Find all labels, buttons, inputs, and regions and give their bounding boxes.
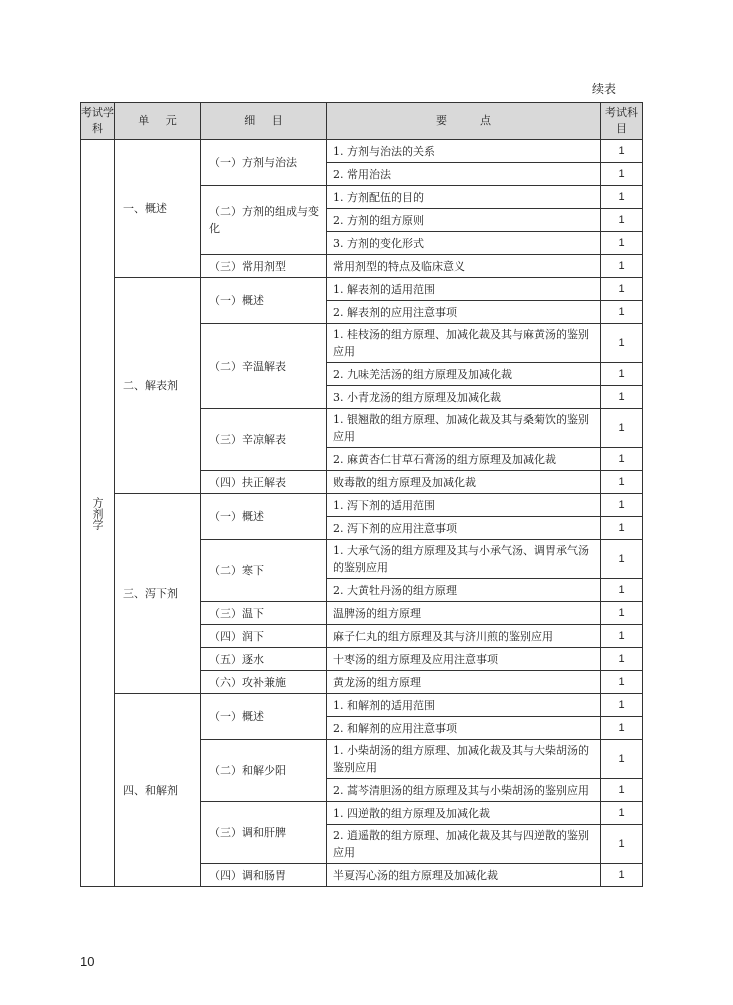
point-cell: 温脾汤的组方原理	[327, 602, 601, 625]
count-cell: 1	[601, 864, 643, 887]
point-cell: 1. 四逆散的组方原理及加减化裁	[327, 802, 601, 825]
item-cell: （二）辛温解表	[201, 324, 327, 409]
point-cell: 黄龙汤的组方原理	[327, 671, 601, 694]
point-cell: 2. 大黄牡丹汤的组方原理	[327, 579, 601, 602]
item-cell: （三）辛凉解表	[201, 409, 327, 471]
item-cell: （一）概述	[201, 694, 327, 740]
point-cell: 半夏泻心汤的组方原理及加减化裁	[327, 864, 601, 887]
continued-label: 续表	[592, 82, 617, 96]
header-count: 考试科目	[601, 103, 643, 140]
table-row	[81, 694, 643, 717]
point-cell: 2. 蒿芩清胆汤的组方原理及其与小柴胡汤的鉴别应用	[327, 779, 601, 802]
point-cell: 1. 银翘散的组方原理、加减化裁及其与桑菊饮的鉴别应用	[327, 409, 601, 448]
point-cell: 3. 方剂的变化形式	[327, 232, 601, 255]
count-cell: 1	[601, 740, 643, 779]
count-cell: 1	[601, 779, 643, 802]
count-cell: 1	[601, 163, 643, 186]
point-cell: 1. 大承气汤的组方原理及其与小承气汤、调胃承气汤的鉴别应用	[327, 540, 601, 579]
header-point: 要点	[327, 103, 601, 140]
item-cell: （一）方剂与治法	[201, 140, 327, 186]
header-unit: 单元	[115, 103, 201, 140]
point-cell: 1. 小柴胡汤的组方原理、加减化裁及其与大柴胡汤的鉴别应用	[327, 740, 601, 779]
item-cell: （四）润下	[201, 625, 327, 648]
count-cell: 1	[601, 448, 643, 471]
count-cell: 1	[601, 694, 643, 717]
item-cell: （三）常用剂型	[201, 255, 327, 278]
unit-cell: 二、解表剂	[115, 278, 201, 494]
item-cell: （四）扶正解表	[201, 471, 327, 494]
point-cell: 3. 小青龙汤的组方原理及加减化裁	[327, 386, 601, 409]
point-cell: 1. 方剂与治法的关系	[327, 140, 601, 163]
count-cell: 1	[601, 209, 643, 232]
count-cell: 1	[601, 648, 643, 671]
table-row	[81, 140, 643, 163]
count-cell: 1	[601, 232, 643, 255]
point-cell: 1. 方剂配伍的目的	[327, 186, 601, 209]
point-cell: 2. 和解剂的应用注意事项	[327, 717, 601, 740]
subject-cell: 方剂学	[81, 140, 115, 887]
point-cell: 2. 泻下剂的应用注意事项	[327, 517, 601, 540]
point-cell: 2. 方剂的组方原则	[327, 209, 601, 232]
table-row	[81, 278, 643, 301]
table-body	[81, 140, 643, 887]
table-row	[81, 494, 643, 517]
count-cell: 1	[601, 278, 643, 301]
count-cell: 1	[601, 494, 643, 517]
item-cell: （五）逐水	[201, 648, 327, 671]
item-cell: （二）方剂的组成与变化	[201, 186, 327, 255]
page-number: 10	[80, 954, 95, 969]
count-cell: 1	[601, 409, 643, 448]
point-cell: 1. 桂枝汤的组方原理、加减化裁及其与麻黄汤的鉴别应用	[327, 324, 601, 363]
item-cell: （一）概述	[201, 278, 327, 324]
point-cell: 1. 解表剂的适用范围	[327, 278, 601, 301]
count-cell: 1	[601, 386, 643, 409]
item-cell: （二）和解少阳	[201, 740, 327, 802]
point-cell: 2. 常用治法	[327, 163, 601, 186]
table-header-row	[81, 103, 643, 140]
unit-cell: 一、概述	[115, 140, 201, 278]
count-cell: 1	[601, 140, 643, 163]
header-subject: 考试学科	[81, 103, 115, 140]
count-cell: 1	[601, 579, 643, 602]
unit-cell: 三、泻下剂	[115, 494, 201, 694]
count-cell: 1	[601, 540, 643, 579]
count-cell: 1	[601, 186, 643, 209]
syllabus-table	[80, 102, 643, 887]
count-cell: 1	[601, 717, 643, 740]
point-cell: 2. 逍遥散的组方原理、加减化裁及其与四逆散的鉴别应用	[327, 825, 601, 864]
count-cell: 1	[601, 363, 643, 386]
header-item: 细目	[201, 103, 327, 140]
point-cell: 2. 九味羌活汤的组方原理及加减化裁	[327, 363, 601, 386]
count-cell: 1	[601, 802, 643, 825]
count-cell: 1	[601, 517, 643, 540]
item-cell: （二）寒下	[201, 540, 327, 602]
point-cell: 败毒散的组方原理及加减化裁	[327, 471, 601, 494]
count-cell: 1	[601, 825, 643, 864]
count-cell: 1	[601, 324, 643, 363]
item-cell: （四）调和肠胃	[201, 864, 327, 887]
point-cell: 1. 泻下剂的适用范围	[327, 494, 601, 517]
count-cell: 1	[601, 602, 643, 625]
point-cell: 1. 和解剂的适用范围	[327, 694, 601, 717]
count-cell: 1	[601, 301, 643, 324]
point-cell: 2. 解表剂的应用注意事项	[327, 301, 601, 324]
count-cell: 1	[601, 255, 643, 278]
point-cell: 常用剂型的特点及临床意义	[327, 255, 601, 278]
item-cell: （六）攻补兼施	[201, 671, 327, 694]
item-cell: （三）调和肝脾	[201, 802, 327, 864]
point-cell: 2. 麻黄杏仁甘草石膏汤的组方原理及加减化裁	[327, 448, 601, 471]
point-cell: 麻子仁丸的组方原理及其与济川煎的鉴别应用	[327, 625, 601, 648]
point-cell: 十枣汤的组方原理及应用注意事项	[327, 648, 601, 671]
count-cell: 1	[601, 671, 643, 694]
item-cell: （三）温下	[201, 602, 327, 625]
count-cell: 1	[601, 471, 643, 494]
count-cell: 1	[601, 625, 643, 648]
item-cell: （一）概述	[201, 494, 327, 540]
unit-cell: 四、和解剂	[115, 694, 201, 887]
